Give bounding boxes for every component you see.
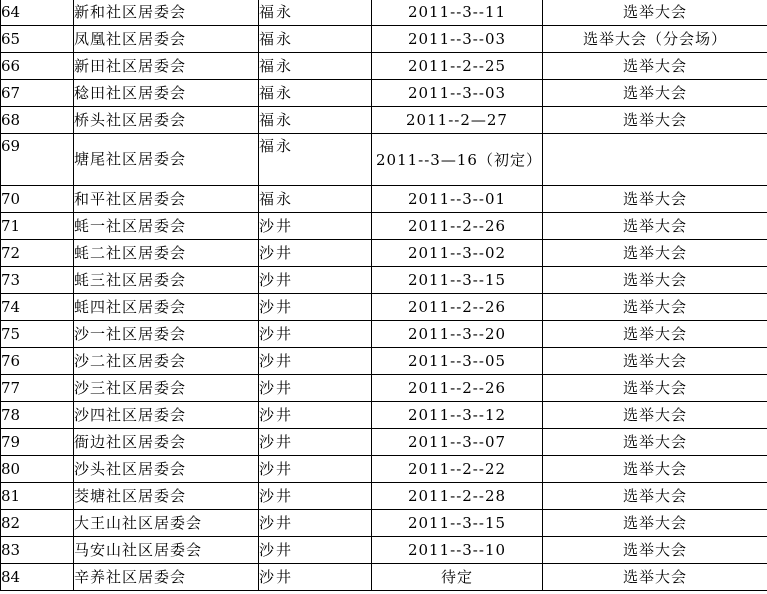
election-date: 2011--3--02 — [372, 240, 543, 267]
election-method: 选举大会 — [543, 53, 767, 80]
election-method: 选举大会 — [543, 483, 767, 510]
table-body — [1, 0, 767, 591]
election-date: 2011--3--01 — [372, 186, 543, 213]
table-row — [1, 510, 767, 537]
community-name: 沙四社区居委会 — [74, 402, 259, 429]
community-name: 凤凰社区居委会 — [74, 26, 259, 53]
street-name: 沙井 — [259, 267, 372, 294]
table-row — [1, 348, 767, 375]
table-row — [1, 402, 767, 429]
row-number: 75 — [1, 321, 74, 348]
election-date: 2011--2--28 — [372, 483, 543, 510]
table-row — [1, 456, 767, 483]
election-date: 2011--3--10 — [372, 537, 543, 564]
street-name: 沙井 — [259, 510, 372, 537]
election-method: 选举大会 — [543, 564, 767, 591]
street-name: 沙井 — [259, 456, 372, 483]
community-name: 沙二社区居委会 — [74, 348, 259, 375]
street-name: 沙井 — [259, 537, 372, 564]
election-method: 选举大会 — [543, 510, 767, 537]
community-name: 辛养社区居委会 — [74, 564, 259, 591]
election-method: 选举大会 — [543, 429, 767, 456]
street-name: 沙井 — [259, 213, 372, 240]
election-method: 选举大会 — [543, 456, 767, 483]
row-number: 67 — [1, 80, 74, 107]
table-row — [1, 375, 767, 402]
election-date: 2011--3--12 — [372, 402, 543, 429]
election-date: 2011--3--05 — [372, 348, 543, 375]
street-name: 沙井 — [259, 294, 372, 321]
row-number: 68 — [1, 107, 74, 134]
table-row — [1, 429, 767, 456]
row-number: 83 — [1, 537, 74, 564]
election-date: 2011--2—27 — [372, 107, 543, 134]
community-name: 新田社区居委会 — [74, 53, 259, 80]
row-number: 64 — [1, 0, 74, 26]
table-row — [1, 0, 767, 26]
community-name: 大王山社区居委会 — [74, 510, 259, 537]
street-name: 沙井 — [259, 240, 372, 267]
community-name: 沙三社区居委会 — [74, 375, 259, 402]
row-number: 73 — [1, 267, 74, 294]
community-name: 新和社区居委会 — [74, 0, 259, 26]
street-name: 福永 — [259, 0, 372, 26]
table-row — [1, 294, 767, 321]
row-number: 81 — [1, 483, 74, 510]
election-method: 选举大会 — [543, 107, 767, 134]
community-name: 和平社区居委会 — [74, 186, 259, 213]
election-method: 选举大会 — [543, 294, 767, 321]
row-number: 65 — [1, 26, 74, 53]
street-name: 福永 — [259, 107, 372, 134]
table-row — [1, 134, 767, 186]
election-date: 2011--3--03 — [372, 26, 543, 53]
row-number: 70 — [1, 186, 74, 213]
street-name: 福永 — [259, 186, 372, 213]
community-name: 桥头社区居委会 — [74, 107, 259, 134]
street-name: 福永 — [259, 26, 372, 53]
row-number: 84 — [1, 564, 74, 591]
election-method: 选举大会 — [543, 348, 767, 375]
table-row — [1, 213, 767, 240]
election-date: 2011--3--15 — [372, 510, 543, 537]
row-number: 66 — [1, 53, 74, 80]
election-method: 选举大会 — [543, 321, 767, 348]
community-name: 茭塘社区居委会 — [74, 483, 259, 510]
row-number: 72 — [1, 240, 74, 267]
election-date: 2011--2--26 — [372, 375, 543, 402]
street-name: 福永 — [259, 134, 372, 186]
row-number: 82 — [1, 510, 74, 537]
street-name: 沙井 — [259, 375, 372, 402]
election-method: 选举大会 — [543, 240, 767, 267]
election-method: 选举大会 — [543, 0, 767, 26]
election-method: 选举大会 — [543, 186, 767, 213]
community-name: 蚝三社区居委会 — [74, 267, 259, 294]
street-name: 沙井 — [259, 429, 372, 456]
row-number: 78 — [1, 402, 74, 429]
street-name: 福永 — [259, 80, 372, 107]
street-name: 福永 — [259, 53, 372, 80]
community-name: 沙头社区居委会 — [74, 456, 259, 483]
row-number: 76 — [1, 348, 74, 375]
table-row — [1, 267, 767, 294]
community-name: 蚝二社区居委会 — [74, 240, 259, 267]
table-row — [1, 186, 767, 213]
table-row — [1, 80, 767, 107]
election-date: 2011--3--15 — [372, 267, 543, 294]
row-number: 80 — [1, 456, 74, 483]
table-row — [1, 564, 767, 591]
election-date: 2011--2--26 — [372, 213, 543, 240]
election-date: 2011--3—16（初定） — [372, 134, 543, 186]
election-method: 选举大会 — [543, 80, 767, 107]
election-method: 选举大会 — [543, 375, 767, 402]
table-row — [1, 26, 767, 53]
table-row — [1, 537, 767, 564]
election-method: 选举大会 — [543, 267, 767, 294]
community-name: 稔田社区居委会 — [74, 80, 259, 107]
election-method: 选举大会 — [543, 213, 767, 240]
community-name: 蚝四社区居委会 — [74, 294, 259, 321]
election-date: 2011--2--26 — [372, 294, 543, 321]
community-name: 沙一社区居委会 — [74, 321, 259, 348]
street-name: 沙井 — [259, 348, 372, 375]
community-name: 马安山社区居委会 — [74, 537, 259, 564]
election-date: 2011--2--25 — [372, 53, 543, 80]
election-date: 2011--3--07 — [372, 429, 543, 456]
election-method: 选举大会（分会场） — [543, 26, 767, 53]
community-name: 衙边社区居委会 — [74, 429, 259, 456]
row-number: 77 — [1, 375, 74, 402]
election-date: 2011--3--03 — [372, 80, 543, 107]
street-name: 沙井 — [259, 402, 372, 429]
street-name: 沙井 — [259, 483, 372, 510]
street-name: 沙井 — [259, 564, 372, 591]
row-number: 71 — [1, 213, 74, 240]
election-date: 2011--3--11 — [372, 0, 543, 26]
table-row — [1, 107, 767, 134]
table-row — [1, 321, 767, 348]
election-date: 待定 — [372, 564, 543, 591]
table-row — [1, 240, 767, 267]
election-date: 2011--2--22 — [372, 456, 543, 483]
community-name: 塘尾社区居委会 — [74, 134, 259, 186]
table-row — [1, 483, 767, 510]
row-number: 74 — [1, 294, 74, 321]
election-method: 选举大会 — [543, 537, 767, 564]
election-method: 选举大会 — [543, 402, 767, 429]
row-number: 69 — [1, 134, 74, 186]
community-name: 蚝一社区居委会 — [74, 213, 259, 240]
street-name: 沙井 — [259, 321, 372, 348]
election-method — [543, 134, 767, 186]
table-row — [1, 53, 767, 80]
election-date: 2011--3--20 — [372, 321, 543, 348]
row-number: 79 — [1, 429, 74, 456]
